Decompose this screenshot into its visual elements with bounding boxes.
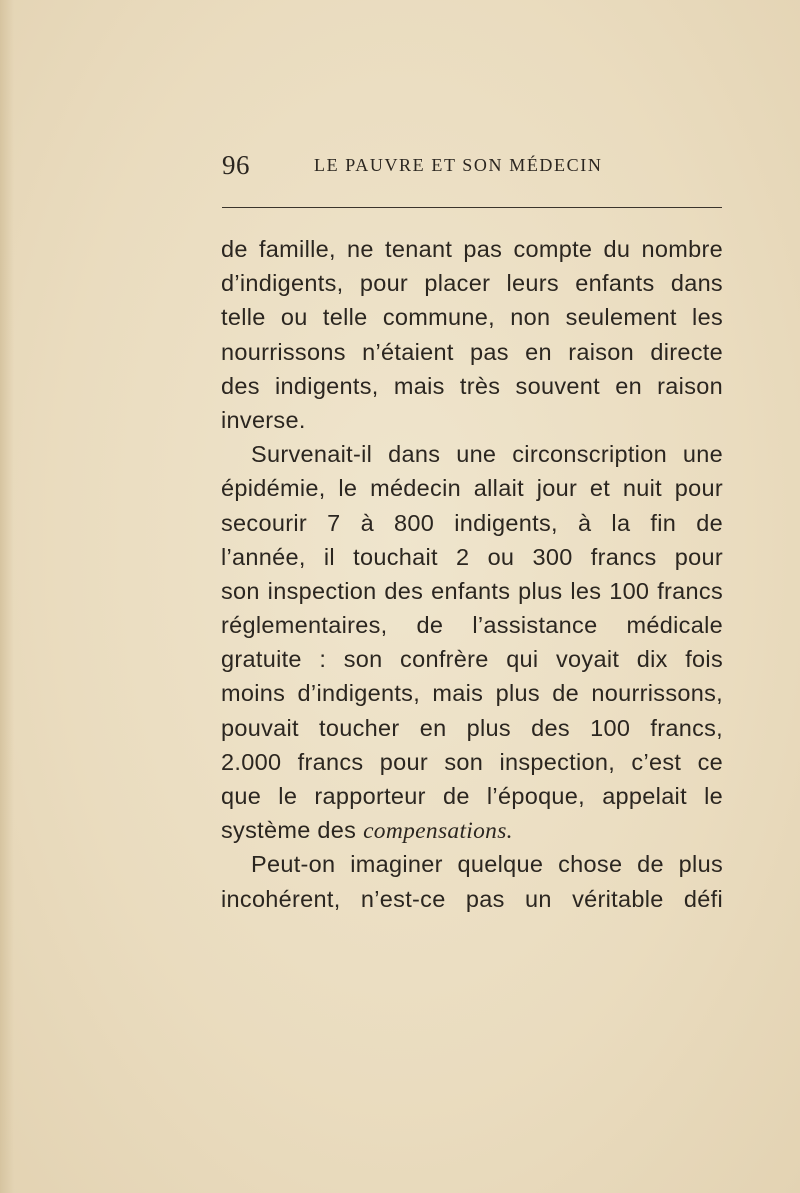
text-line: nourrissons n’étaient pas en raison directe — [221, 338, 723, 365]
text-line: d’indigents, pour placer leurs enfants dans — [221, 270, 723, 297]
italic-term: compensations. — [363, 818, 513, 845]
text-line: moins d’indigents, mais plus de nourrissons, — [221, 680, 723, 707]
text-line: telle ou telle commune, non seulement les — [221, 304, 723, 331]
body-text — [221, 232, 723, 916]
running-title: LE PAUVRE ET SON MÉDECIN — [314, 155, 603, 175]
text-line: secourir 7 à 800 indigents, à la fin de — [221, 509, 723, 536]
page-number: 96 — [222, 150, 250, 180]
page-gutter-shadow — [0, 0, 14, 1193]
text-line: de famille, ne tenant pas compte du nombre — [221, 236, 723, 262]
text-line-start: système des — [221, 817, 357, 844]
text-line: des indigents, mais très souvent en raison — [221, 372, 723, 399]
page-header — [222, 150, 722, 184]
text-line: 2.000 francs pour son inspection, c’est ce — [221, 748, 723, 775]
paragraph-start-line: Peut-on imaginer quelque chose de plus — [251, 851, 723, 878]
text-line: pouvait toucher en plus des 100 francs, — [221, 714, 723, 741]
paragraph-start-line: Survenait-il dans une circonscription une — [251, 441, 723, 468]
text-line: l’année, il touchait 2 ou 300 francs pour — [221, 543, 723, 570]
text-line: réglementaires, de l’assistance médicale — [221, 612, 723, 639]
text-line: incohérent, n’est-ce pas un véritable défi — [221, 885, 723, 912]
header-rule — [222, 207, 722, 208]
text-line: gratuite : son confrère qui voyait dix fois — [221, 646, 723, 673]
text-line: son inspection des enfants plus les 100 francs — [221, 577, 723, 604]
text-line: épidémie, le médecin allait jour et nuit pour — [221, 475, 723, 502]
paragraph-end-line: inverse. — [221, 406, 306, 433]
paragraph-end-line — [221, 813, 723, 847]
text-line: que le rapporteur de l’époque, appelait le — [221, 783, 723, 809]
